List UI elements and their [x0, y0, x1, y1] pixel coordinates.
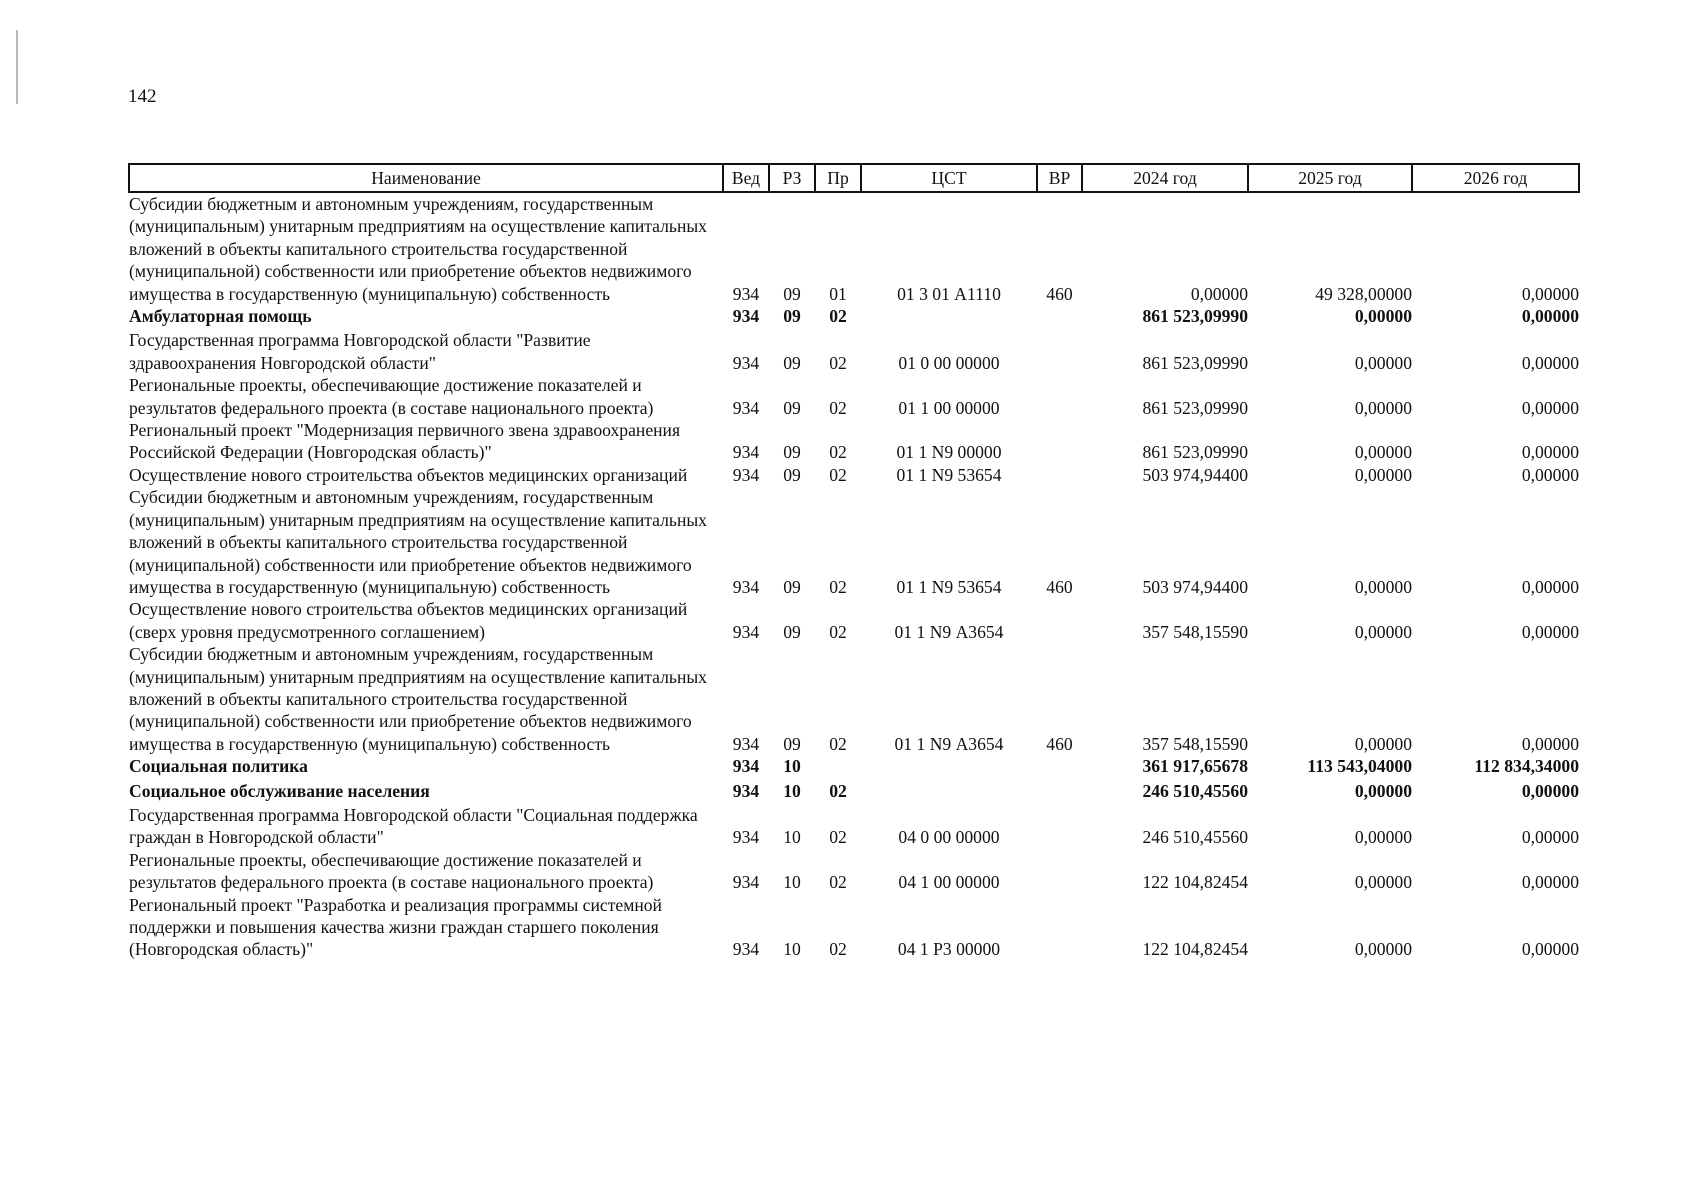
cell-vr: 460: [1046, 733, 1073, 754]
table-row: [129, 192, 1579, 305]
cell-name: Государственная программа Новгородской области "Развитие здравоохранения Новгородской области": [129, 330, 591, 373]
cell-cst: 01 1 N9 А3654: [894, 621, 1004, 642]
cell-cst: 04 1 00 00000: [898, 872, 1000, 893]
header-2025: 2025 год: [1248, 164, 1412, 192]
cell-name: Субсидии бюджетным и автономным учреждениям, государственным (муниципальным) унитарным предприятиям на осуществление капитальных вложений в объекты капитального строительства государственной (муниципальной) собственности или приобретение объектов недвижимого имущества в государственную (муниципальную) собственность: [129, 194, 707, 304]
cell-2026: 0,00000: [1521, 939, 1579, 960]
table-row: [129, 643, 1579, 755]
cell-ved: 934: [732, 352, 760, 373]
cell-ved: 934: [732, 576, 760, 597]
header-name: Наименование: [129, 164, 723, 192]
cell-pr: [815, 755, 861, 777]
cell-pr: 02: [829, 352, 847, 373]
budget-table: [128, 163, 1580, 961]
cell-vr: [1037, 778, 1082, 802]
table-row: [129, 802, 1579, 849]
table-row: [129, 327, 1579, 374]
cell-ved: 934: [732, 397, 760, 418]
cell-rz: 10: [783, 872, 801, 893]
cell-2024: 357 548,15590: [1142, 621, 1248, 642]
cell-2024: 861 523,09990: [1142, 306, 1248, 327]
cell-cst: 04 1 Р3 00000: [897, 939, 1001, 960]
cell-name: Осуществление нового строительства объектов медицинских организаций: [129, 464, 688, 485]
cell-rz: 09: [783, 464, 801, 485]
cell-name: Осуществление нового строительства объектов медицинских организаций (сверх уровня предусмотренного соглашением): [129, 599, 688, 642]
table-row: [129, 849, 1579, 894]
cell-name: Субсидии бюджетным и автономным учреждениям, государственным (муниципальным) унитарным предприятиям на осуществление капитальных вложений в объекты капитального строительства государственной (муниципальной) собственности или приобретение объектов недвижимого имущества в государственную (муниципальную) собственность: [129, 487, 707, 597]
cell-2025: 0,00000: [1354, 576, 1412, 597]
cell-vr: [1037, 755, 1082, 777]
cell-pr: 02: [829, 464, 847, 485]
cell-vr: [1037, 598, 1082, 643]
table-row-section: [129, 778, 1579, 802]
cell-ved: 934: [732, 442, 760, 463]
cell-pr: 01: [829, 283, 847, 304]
cell-ved: 934: [732, 464, 760, 485]
cell-vr: [1037, 802, 1082, 849]
table-row: [129, 464, 1579, 486]
scan-edge-mark: [16, 30, 18, 104]
cell-2024: 861 523,09990: [1142, 397, 1248, 418]
cell-2025: 0,00000: [1354, 872, 1412, 893]
cell-2024: 861 523,09990: [1142, 352, 1248, 373]
cell-cst: [861, 755, 1037, 777]
cell-2025: 0,00000: [1354, 442, 1412, 463]
cell-2025: 49 328,00000: [1315, 283, 1412, 304]
table-row: [129, 374, 1579, 419]
cell-ved: 934: [732, 872, 760, 893]
cell-cst: 01 1 N9 53654: [896, 464, 1002, 485]
table-row-section: [129, 755, 1579, 777]
cell-name: Региональный проект "Модернизация первичного звена здравоохранения Российской Федерации (Новгородская область)": [129, 420, 681, 463]
cell-cst: [861, 305, 1037, 327]
cell-rz: 09: [783, 283, 801, 304]
table-row: [129, 486, 1579, 598]
header-rz: РЗ: [769, 164, 815, 192]
cell-rz: 10: [783, 780, 801, 801]
cell-name: Субсидии бюджетным и автономным учреждениям, государственным (муниципальным) унитарным предприятиям на осуществление капитальных вложений в объекты капитального строительства государственной (муниципальной) собственности или приобретение объектов недвижимого имущества в государственную (муниципальную) собственность: [129, 644, 707, 754]
cell-rz: 10: [783, 939, 801, 960]
cell-2025: 0,00000: [1354, 827, 1412, 848]
cell-ved: 934: [732, 621, 760, 642]
cell-pr: 02: [829, 827, 847, 848]
cell-ved: 934: [732, 756, 760, 777]
cell-rz: 10: [783, 756, 801, 777]
cell-2026: 0,00000: [1521, 464, 1579, 485]
cell-rz: 09: [783, 442, 801, 463]
cell-2024: 861 523,09990: [1142, 442, 1248, 463]
cell-cst: [861, 778, 1037, 802]
cell-cst: 01 3 01 А1110: [897, 283, 1001, 304]
cell-2025: 0,00000: [1354, 733, 1412, 754]
table-header-row: [129, 164, 1579, 192]
cell-rz: 09: [783, 352, 801, 373]
cell-pr: 02: [829, 733, 847, 754]
cell-cst: 01 1 N9 53654: [896, 576, 1002, 597]
cell-rz: 10: [783, 827, 801, 848]
cell-cst: 01 1 N9 А3654: [894, 733, 1004, 754]
cell-2024: 122 104,82454: [1142, 939, 1248, 960]
header-2024: 2024 год: [1082, 164, 1248, 192]
header-cst: ЦСТ: [861, 164, 1037, 192]
cell-2024: 503 974,94400: [1142, 464, 1248, 485]
cell-pr: 02: [829, 939, 847, 960]
header-ved: Вед: [723, 164, 769, 192]
cell-pr: 02: [829, 872, 847, 893]
header-pr: Пр: [815, 164, 861, 192]
cell-cst: 01 0 00 00000: [898, 352, 1000, 373]
table-row-section: [129, 305, 1579, 327]
cell-ved: 934: [732, 733, 760, 754]
cell-vr: [1037, 419, 1082, 464]
cell-pr: 02: [829, 576, 847, 597]
cell-2026: 0,00000: [1521, 621, 1579, 642]
cell-2024: 503 974,94400: [1142, 576, 1248, 597]
cell-2026: 0,00000: [1521, 733, 1579, 754]
cell-name: Социальная политика: [129, 756, 308, 777]
cell-2024: 246 510,45560: [1142, 780, 1248, 801]
header-2026: 2026 год: [1412, 164, 1579, 192]
cell-2024: 361 917,65678: [1142, 756, 1248, 777]
cell-2025: 0,00000: [1354, 352, 1412, 373]
cell-2026: 0,00000: [1521, 780, 1579, 801]
cell-2025: 113 543,04000: [1307, 756, 1412, 777]
cell-pr: 02: [829, 780, 847, 801]
cell-rz: 09: [783, 621, 801, 642]
cell-2025: 0,00000: [1354, 939, 1412, 960]
cell-cst: 01 1 00 00000: [898, 397, 1000, 418]
cell-rz: 09: [783, 576, 801, 597]
cell-2026: 0,00000: [1521, 283, 1579, 304]
cell-2026: 0,00000: [1521, 306, 1579, 327]
cell-ved: 934: [732, 283, 760, 304]
cell-vr: [1037, 849, 1082, 894]
page-number: 142: [128, 86, 157, 107]
table-row: [129, 419, 1579, 464]
cell-2026: 0,00000: [1521, 352, 1579, 373]
cell-2024: 0,00000: [1190, 283, 1248, 304]
cell-vr: [1037, 464, 1082, 486]
cell-2024: 246 510,45560: [1142, 827, 1248, 848]
cell-vr: [1037, 327, 1082, 374]
cell-ved: 934: [732, 827, 760, 848]
cell-name: Амбулаторная помощь: [129, 306, 312, 327]
cell-2024: 122 104,82454: [1142, 872, 1248, 893]
cell-pr: 02: [829, 397, 847, 418]
cell-vr: [1037, 374, 1082, 419]
cell-rz: 09: [783, 306, 801, 327]
cell-2026: 0,00000: [1521, 827, 1579, 848]
cell-2026: 0,00000: [1521, 442, 1579, 463]
cell-rz: 09: [783, 397, 801, 418]
cell-ved: 934: [732, 939, 760, 960]
cell-2026: 0,00000: [1521, 397, 1579, 418]
table-row: [129, 894, 1579, 961]
cell-2025: 0,00000: [1354, 306, 1412, 327]
cell-vr: [1037, 894, 1082, 961]
cell-2025: 0,00000: [1354, 621, 1412, 642]
cell-vr: 460: [1046, 283, 1073, 304]
cell-name: Государственная программа Новгородской области "Социальная поддержка граждан в Новгородской области": [129, 804, 698, 848]
cell-2026: 0,00000: [1521, 576, 1579, 597]
cell-vr: 460: [1046, 576, 1073, 597]
cell-2024: 357 548,15590: [1142, 733, 1248, 754]
cell-name: Социальное обслуживание населения: [129, 780, 430, 801]
cell-2025: 0,00000: [1354, 464, 1412, 485]
cell-rz: 09: [783, 733, 801, 754]
cell-2026: 0,00000: [1521, 872, 1579, 893]
cell-ved: 934: [732, 780, 760, 801]
cell-cst: 04 0 00 00000: [898, 827, 1000, 848]
cell-pr: 02: [829, 442, 847, 463]
cell-cst: 01 1 N9 00000: [896, 442, 1002, 463]
cell-name: Региональный проект "Разработка и реализация программы системной поддержки и повышения качества жизни граждан старшего поколения (Новгородская область)": [129, 894, 662, 960]
cell-name: Региональные проекты, обеспечивающие достижение показателей и результатов федерального проекта (в составе национального проекта): [129, 849, 654, 893]
cell-vr: [1037, 305, 1082, 327]
cell-2026: 112 834,34000: [1474, 756, 1579, 777]
cell-pr: 02: [829, 621, 847, 642]
cell-2025: 0,00000: [1354, 397, 1412, 418]
cell-ved: 934: [732, 306, 760, 327]
cell-2025: 0,00000: [1354, 780, 1412, 801]
table-row: [129, 598, 1579, 643]
header-vr: ВР: [1037, 164, 1082, 192]
cell-pr: 02: [829, 306, 847, 327]
cell-name: Региональные проекты, обеспечивающие достижение показателей и результатов федерального проекта (в составе национального проекта): [129, 375, 654, 418]
